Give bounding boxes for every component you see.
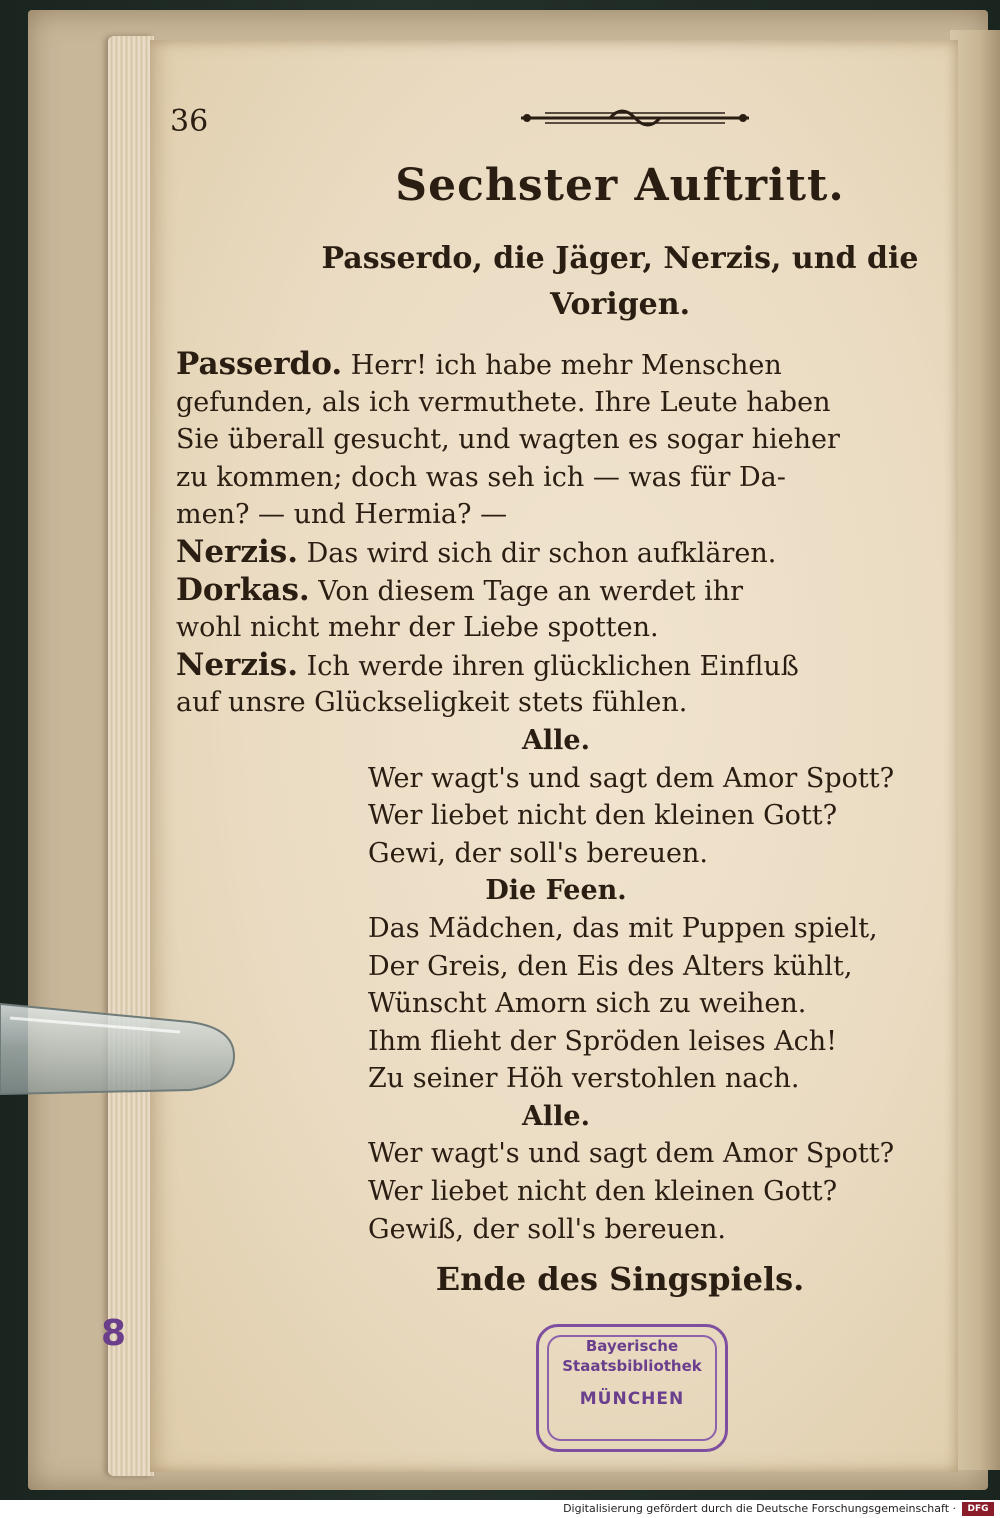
dialogue-line — [176, 534, 936, 572]
dialogue-line: Sie überall gesucht, und wagten es sogar hieher — [176, 424, 840, 456]
speaker-name: Nerzis. — [176, 533, 299, 570]
end-of-play: Ende des Singspiels. — [435, 1260, 805, 1298]
footer-credit: Digitalisierung gefördert durch die Deutsche Forschungsgemeinschaft · — [563, 1502, 956, 1515]
dialogue-line — [176, 346, 936, 384]
verse-line: Wer wagt's und sagt dem Amor Spott? — [368, 1138, 895, 1170]
page-number: 36 — [170, 104, 209, 139]
line-text: Ich werde ihren glücklichen Einfluß — [306, 650, 799, 682]
stamp-line: MÜNCHEN — [579, 1389, 685, 1409]
chorus-label: Alle. — [521, 1100, 591, 1132]
line-text: Herr! ich habe mehr Menschen — [350, 350, 782, 381]
speaker-name: Nerzis. — [176, 646, 299, 683]
library-edge-mark: 8 — [101, 1313, 127, 1354]
library-stamp — [536, 1324, 728, 1452]
dialogue-line: wohl nicht mehr der Liebe spotten. — [176, 612, 659, 644]
dfg-logo: DFG — [962, 1502, 994, 1516]
stamp-line: Staatsbibliothek — [562, 1357, 702, 1375]
stamp-inner-border — [547, 1335, 717, 1441]
line-text: Von diesem Tage an werdet ihr — [318, 575, 744, 607]
verse-line: Zu seiner Höh verstohlen nach. — [368, 1063, 800, 1095]
verse-line: Gewi, der soll's bereuen. — [368, 837, 708, 869]
speaker-name: Dorkas. — [176, 571, 310, 608]
verse-line: Das Mädchen, das mit Puppen spielt, — [368, 912, 878, 944]
verse-line: Ihm flieht der Spröden leises Ach! — [368, 1025, 837, 1057]
verse-line: Wünscht Amorn sich zu weihen. — [368, 988, 807, 1020]
page-clip-holder — [0, 1000, 236, 1096]
ornament-divider — [515, 102, 755, 134]
fairies-label: Die Feen. — [485, 875, 627, 907]
character-list: Passerdo, die Jäger, Nerzis, und die Vorigen. — [321, 241, 919, 322]
dialogue-line: auf unsre Glückseligkeit stets fühlen. — [176, 687, 688, 719]
dialogue-line: zu kommen; doch was seh ich — was für Da- — [176, 461, 786, 493]
dialogue-line — [176, 572, 936, 610]
chorus-label: Alle. — [521, 724, 591, 756]
page-edges — [108, 36, 154, 1476]
footer-bar — [0, 1500, 1000, 1518]
verse-line: Gewiß, der soll's bereuen. — [368, 1213, 726, 1245]
line-text: Das wird sich dir schon aufklären. — [306, 537, 777, 569]
stamp-line: Bayerische — [585, 1337, 679, 1355]
dialogue-line: gefunden, als ich vermuthete. Ihre Leute haben — [176, 386, 831, 418]
verse-line: Wer liebet nicht den kleinen Gott? — [368, 800, 838, 832]
verse-line: Der Greis, den Eis des Alters kühlt, — [368, 950, 853, 982]
scene-title: Sechster Auftritt. — [395, 160, 845, 211]
dialogue-block — [176, 346, 936, 1248]
dialogue-line — [176, 647, 936, 685]
verse-line: Wer liebet nicht den kleinen Gott? — [368, 1176, 838, 1208]
dialogue-line: men? — und Hermia? — — [176, 499, 508, 531]
verse-line: Wer wagt's und sagt dem Amor Spott? — [368, 762, 895, 794]
speaker-name: Passerdo. — [176, 346, 343, 382]
